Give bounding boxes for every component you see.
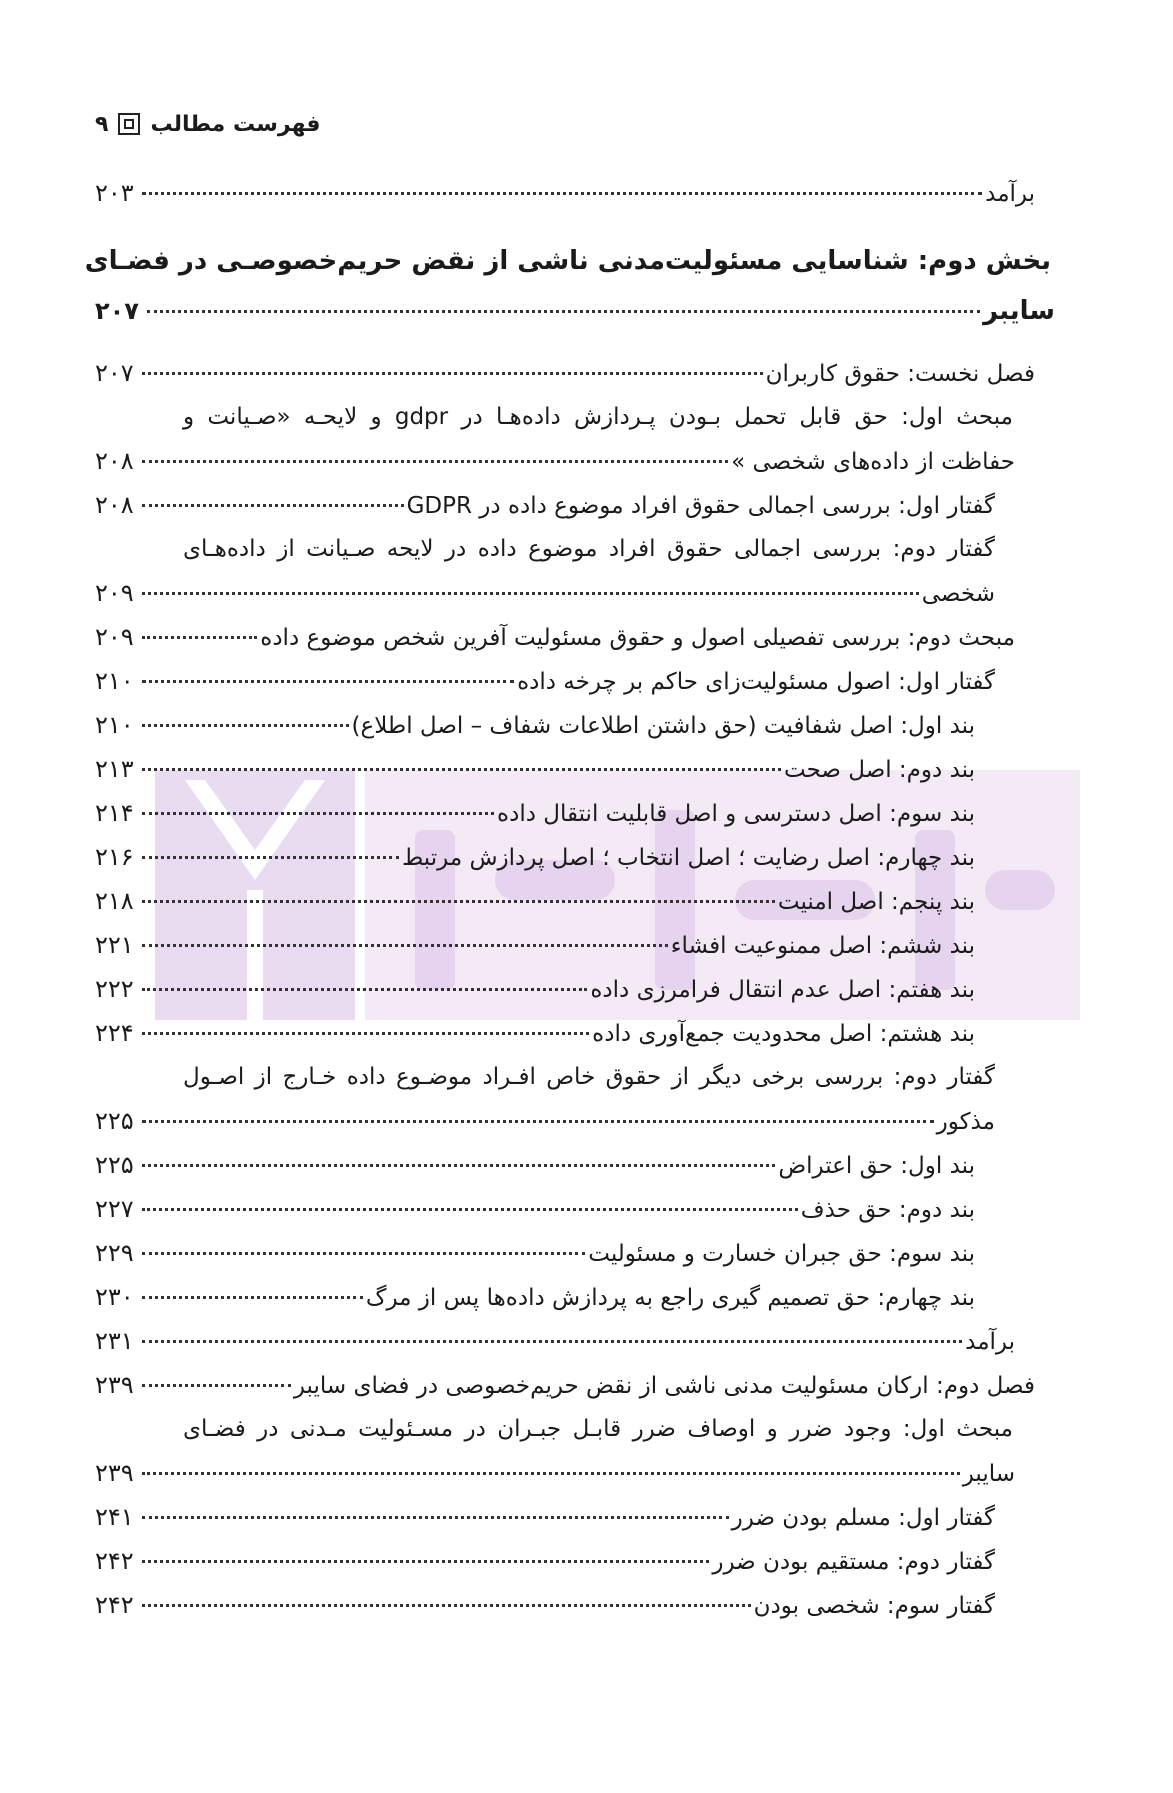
toc-entry[interactable] xyxy=(95,878,975,924)
toc-entry[interactable] xyxy=(95,288,1055,334)
toc-page: ۲۱۶ xyxy=(95,843,134,871)
toc-entry[interactable] xyxy=(95,966,975,1012)
toc-page: ۲۰۹ xyxy=(95,623,134,651)
leader-dots xyxy=(142,1252,586,1255)
toc-page: ۲۲۴ xyxy=(95,1019,134,1047)
toc-page: ۲۳۱ xyxy=(95,1327,134,1355)
toc-entry-line[interactable]: گفتار دوم: بررسی اجمالی حقوق افراد موضوع داده در لایحه صـیانت از داده‌هـای xyxy=(183,536,995,562)
page-title: فهرست مطالب xyxy=(150,111,321,137)
toc-title: بند هشتم: اصل محدودیت جمع‌آوری داده xyxy=(592,1021,975,1047)
toc-title: فصل دوم: ارکان مسئولیت مدنی ناشی از نقض حریم‌خصوصی در فضای سایبر xyxy=(293,1373,1035,1399)
leader-dots xyxy=(142,636,258,639)
toc-page: ۲۲۲ xyxy=(95,975,134,1003)
toc-page: ۲۰۳ xyxy=(95,179,134,207)
toc-entry[interactable] xyxy=(95,482,995,528)
toc-page: ۲۲۵ xyxy=(95,1107,134,1135)
toc-title: بند ششم: اصل ممنوعیت افشاء xyxy=(670,933,975,959)
toc-title: گفتار اول: بررسی اجمالی حقوق افراد موضوع داده در GDPR xyxy=(406,493,995,519)
leader-dots xyxy=(142,1384,291,1387)
toc-title: بند دوم: حق حذف xyxy=(800,1197,975,1223)
toc-title: بند پنجم: اصل امنیت xyxy=(777,889,975,915)
toc-title: بند اول: حق اعتراض xyxy=(778,1153,975,1179)
toc-page: ۲۱۳ xyxy=(95,755,134,783)
leader-dots xyxy=(142,1164,776,1167)
toc-title: گفتار اول: اصول مسئولیت‌زای حاکم بر چرخه داده xyxy=(517,669,995,695)
toc-entry[interactable] xyxy=(95,702,975,748)
toc-entry[interactable] xyxy=(95,1142,975,1188)
toc-entry[interactable] xyxy=(95,1098,995,1144)
leader-dots xyxy=(142,1032,590,1035)
toc-page: ۲۰۷ xyxy=(95,297,139,325)
toc-page: ۲۱۰ xyxy=(95,711,134,739)
toc-entry[interactable] xyxy=(95,1538,995,1584)
leader-dots xyxy=(142,988,588,991)
toc-entry[interactable] xyxy=(95,1186,975,1232)
leader-dots xyxy=(142,1208,798,1211)
leader-dots xyxy=(142,1472,960,1475)
toc-title: سایبر xyxy=(962,1461,1015,1487)
toc-title: برآمد xyxy=(985,181,1035,207)
leader-dots xyxy=(142,944,668,947)
leader-dots xyxy=(142,1340,962,1343)
leader-dots xyxy=(142,1120,934,1123)
toc-entry[interactable] xyxy=(95,1582,995,1628)
toc-entry[interactable] xyxy=(95,834,975,880)
toc-title: مبحث دوم: بررسی تفصیلی اصول و حقوق مسئولیت آفرین شخص موضوع داده xyxy=(260,625,1015,651)
toc-title: سایبر xyxy=(983,296,1055,326)
leader-dots xyxy=(142,812,494,815)
toc-title: برآمد xyxy=(965,1329,1015,1355)
toc-page: ۲۰۹ xyxy=(95,579,134,607)
toc-title: مذکور xyxy=(936,1109,995,1135)
leader-dots xyxy=(142,592,919,595)
toc-page: ۲۲۵ xyxy=(95,1151,134,1179)
toc-title: فصل نخست: حقوق کاربران xyxy=(765,361,1035,387)
part-heading[interactable]: بخش دوم: شناسایی مسئولیت‌مدنی ناشی از نقض حریم‌خصوصـی در فضـای xyxy=(84,246,1051,276)
leader-dots xyxy=(147,310,980,313)
toc-entry[interactable] xyxy=(95,570,995,616)
toc-entry[interactable] xyxy=(95,658,995,704)
leader-dots xyxy=(142,192,982,195)
leader-dots xyxy=(142,1604,751,1607)
toc-entry[interactable] xyxy=(95,1274,975,1320)
page-number: ۹ xyxy=(95,111,109,137)
toc-title: بند چهارم: حق تصمیم گیری راجع به پردازش داده‌ها پس از مرگ xyxy=(365,1285,975,1311)
toc-title: بند چهارم: اصل رضایت ؛ اصل انتخاب ؛ اصل پردازش مرتبط xyxy=(401,845,975,871)
leader-dots xyxy=(142,768,781,771)
leader-dots xyxy=(142,724,349,727)
toc-entry-line[interactable]: گفتار دوم: بررسی برخی دیگر از حقوق خاص افـراد موضـوع داده خـارج از اصـول xyxy=(183,1064,995,1090)
toc-page: ۲۱۰ xyxy=(95,667,134,695)
toc-entry[interactable] xyxy=(95,350,1035,396)
toc-page: ۲۰۷ xyxy=(95,359,134,387)
leader-dots xyxy=(142,1516,729,1519)
leader-dots xyxy=(142,372,763,375)
toc-title: بند هفتم: اصل عدم انتقال فرامرزی داده xyxy=(590,977,975,1003)
toc-page: ۲۱۴ xyxy=(95,799,134,827)
toc-page: ۲۴۲ xyxy=(95,1547,134,1575)
leader-dots xyxy=(142,1560,710,1563)
toc-entry[interactable] xyxy=(95,1318,1015,1364)
toc-page: ۲۳۹ xyxy=(95,1459,134,1487)
toc-page: ۲۰۸ xyxy=(95,491,134,519)
toc-entry[interactable] xyxy=(95,790,975,836)
toc-entry[interactable] xyxy=(95,438,1015,484)
leader-dots xyxy=(142,1296,363,1299)
leader-dots xyxy=(142,900,775,903)
toc-page: ۲۱۸ xyxy=(95,887,134,915)
toc-page: ۲۴۱ xyxy=(95,1503,134,1531)
toc-page: ۲۲۷ xyxy=(95,1195,134,1223)
toc-page: ۲۲۱ xyxy=(95,931,134,959)
toc-page: ۲۴۲ xyxy=(95,1591,134,1619)
leader-dots xyxy=(142,504,404,507)
toc-title: گفتار اول: مسلم بودن ضرر xyxy=(731,1505,995,1531)
toc-entry[interactable] xyxy=(95,746,975,792)
toc-title: گفتار دوم: مستقیم بودن ضرر xyxy=(712,1549,995,1575)
leader-dots xyxy=(142,680,514,683)
toc-entry[interactable] xyxy=(95,1494,995,1540)
leader-dots xyxy=(142,460,728,463)
toc-title: بند دوم: اصل صحت xyxy=(784,757,975,783)
toc-title: بند سوم: حق جبران خسارت و مسئولیت xyxy=(588,1241,975,1267)
toc-entry[interactable] xyxy=(95,1362,1035,1408)
toc-page: ۲۳۰ xyxy=(95,1283,134,1311)
toc-title: بند سوم: اصل دسترسی و اصل قابلیت انتقال داده xyxy=(497,801,975,827)
toc-title: گفتار سوم: شخصی بودن xyxy=(753,1593,995,1619)
toc-entry[interactable] xyxy=(95,1230,975,1276)
toc-page: ۲۲۹ xyxy=(95,1239,134,1267)
toc-entry-line[interactable]: مبحث اول: وجود ضرر و اوصاف ضرر قابـل جبـران در مسـئولیت مـدنی در فضـای xyxy=(183,1416,1013,1442)
toc-title: حفاظت از داده‌های شخصی » xyxy=(731,449,1015,475)
toc-entry[interactable] xyxy=(95,922,975,968)
toc-page: ۲۳۹ xyxy=(95,1371,134,1399)
toc-page: ۲۰۸ xyxy=(95,447,134,475)
toc-entry[interactable] xyxy=(95,614,1015,660)
toc-title: شخصی xyxy=(921,581,995,607)
toc-entry[interactable] xyxy=(95,1450,1015,1496)
leader-dots xyxy=(142,856,399,859)
toc-entry[interactable] xyxy=(95,1010,975,1056)
toc-entry-line[interactable]: مبحث اول: حق قابل تحمل بـودن پـردازش داده‌هـا در gdpr و لایحـه «صـیانت و xyxy=(183,404,1013,430)
toc-title: بند اول: اصل شفافیت (حق داشتن اطلاعات شفاف – اصل اطلاع) xyxy=(351,713,975,739)
toc-entry[interactable] xyxy=(95,170,1035,216)
